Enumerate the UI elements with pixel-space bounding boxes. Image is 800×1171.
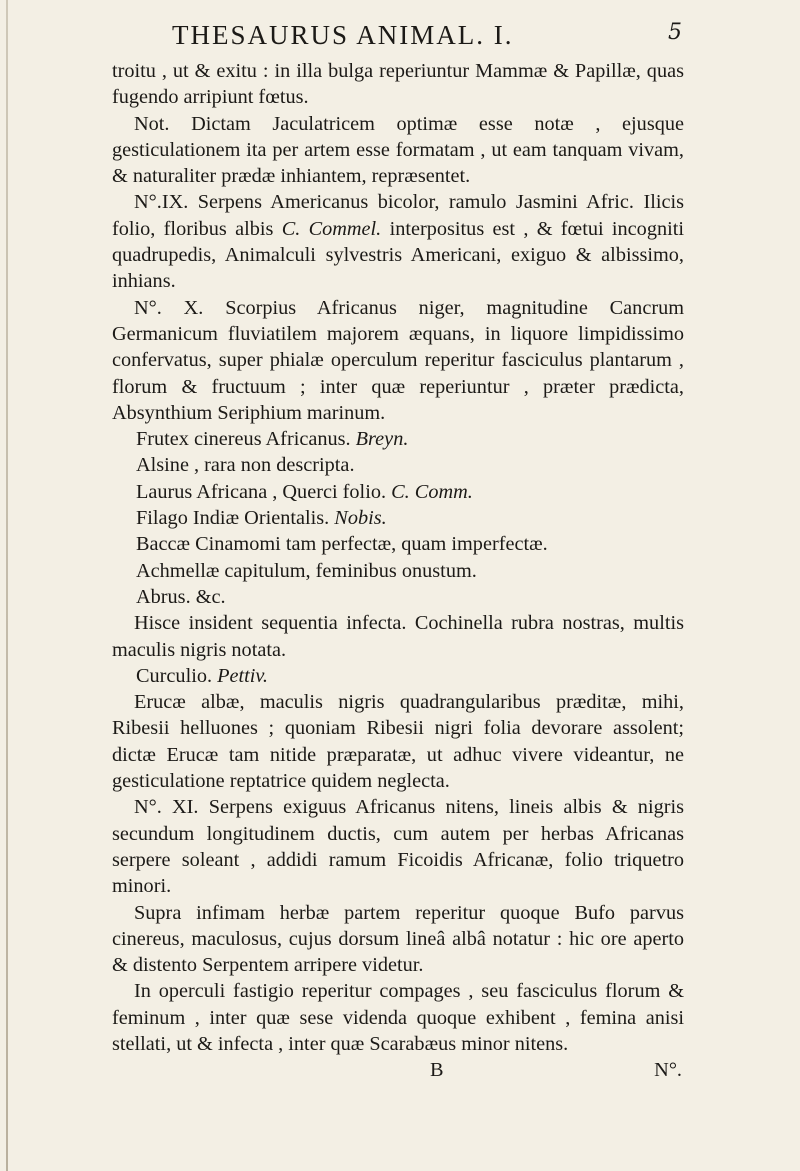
text-run: troitu , ut & exitu : in illa bulga reperiuntur Mammæ & Papillæ, quas fugendo arripiunt fœtus. <box>112 60 684 109</box>
catchword: N°. <box>654 1059 682 1082</box>
paragraph <box>112 794 684 899</box>
text-run: Achmellæ capitulum, feminibus onustum. <box>136 559 477 582</box>
paragraph <box>112 689 684 794</box>
text-run: Frutex cinereus Africanus. <box>136 428 356 451</box>
text-run: Abrus. &c. <box>136 585 226 608</box>
footer-row <box>112 1057 684 1083</box>
text-run: Curculio. <box>136 664 218 687</box>
paragraph <box>112 505 684 531</box>
text-run: Filago Indiæ Orientalis. <box>136 507 335 530</box>
italic-citation: C. Comm. <box>391 480 473 503</box>
text-run: Baccæ Cinamomi tam perfectæ, quam imperfectæ. <box>136 533 548 556</box>
paragraph <box>112 663 684 689</box>
text-run: Hisce insident sequentia infecta. Cochinella rubra nostras, multis maculis nigris notata. <box>112 612 684 661</box>
paragraph <box>112 978 684 1057</box>
paragraph <box>112 58 684 111</box>
italic-citation: C. Commel. <box>281 217 382 240</box>
body-text <box>112 58 684 1083</box>
page-number: 5 <box>668 20 682 45</box>
text-run: N°. XI. Serpens exiguus Africanus nitens, lineis albis & nigris secundum longitudinem ductis, cum autem per herbas Africanas serpere soleant , addidi ramum Ficoidis Africanæ, folio triquetro minori. <box>112 796 684 898</box>
italic-citation: Pettiv. <box>217 664 268 687</box>
paragraph <box>112 426 684 452</box>
signature-mark: B <box>430 1059 444 1082</box>
text-run: N°.IX. Serpens Americanus bicolor, ramulo Jasmini Afric. Ilicis folio, floribus albis <box>112 191 684 240</box>
text-run: Erucæ albæ, maculis nigris quadrangularibus præditæ, mihi, Ribesii helluones ; quoniam Ribesii nigri folia devorare assolent; dictæ Erucæ tam nitide præparatæ, ut adhuc vivere videantur, ne gesticulatione reptatrice quidem neglecta. <box>112 691 684 793</box>
paragraph <box>112 558 684 584</box>
italic-citation: Nobis. <box>334 507 387 530</box>
text-run: In operculi fastigio reperitur compages , seu fasciculus florum & feminum , inter quæ sese videnda quoque exhibent , femina anisi stellati, ut & infecta , inter quæ Scarabæus minor nitens. <box>112 980 684 1055</box>
paragraph <box>112 584 684 610</box>
paragraph <box>112 189 684 294</box>
page-edge-shadow <box>6 0 8 1171</box>
paragraph <box>112 452 684 478</box>
paragraph <box>112 610 684 663</box>
text-run: Not. Dictam Jaculatricem optimæ esse notæ , ejusque gesticulationem ita per artem esse formatam , ut eam tanquam vivam, & naturaliter prædæ inhiantem, repræsentet. <box>112 112 684 188</box>
text-run: Alsine , rara non descripta. <box>136 454 355 477</box>
paragraph <box>112 111 684 190</box>
text-run: N°. X. Scorpius Africanus niger, magnitudine Cancrum Germanicum fluviatilem majorem æquans, in liquore limpidissimo confervatus, super phialæ operculum reperitur fasciculus plantarum , florum & fructuum ; inter quæ reperiuntur , præter prædicta, Absynthium Seriphium marinum. <box>112 296 684 424</box>
text-run: interpositus est , & fœtui incogniti quadrupedis, Animalculi sylvestris Americani, exiguo & albissimo, inhians. <box>112 217 685 293</box>
text-run: Supra infimam herbæ partem reperitur quoque Bufo parvus cinereus, maculosus, cujus dorsum lineâ albâ notatur : hic ore aperto & distento Serpentem arripere videtur. <box>112 901 684 977</box>
paragraph <box>112 479 684 505</box>
paragraph <box>112 531 684 557</box>
running-head: THESAURUS ANIMAL. I. <box>172 20 514 50</box>
paragraph <box>112 295 684 426</box>
text-run: Laurus Africana , Querci folio. <box>136 480 392 503</box>
italic-citation: Breyn. <box>355 428 409 451</box>
paragraph <box>112 900 684 979</box>
